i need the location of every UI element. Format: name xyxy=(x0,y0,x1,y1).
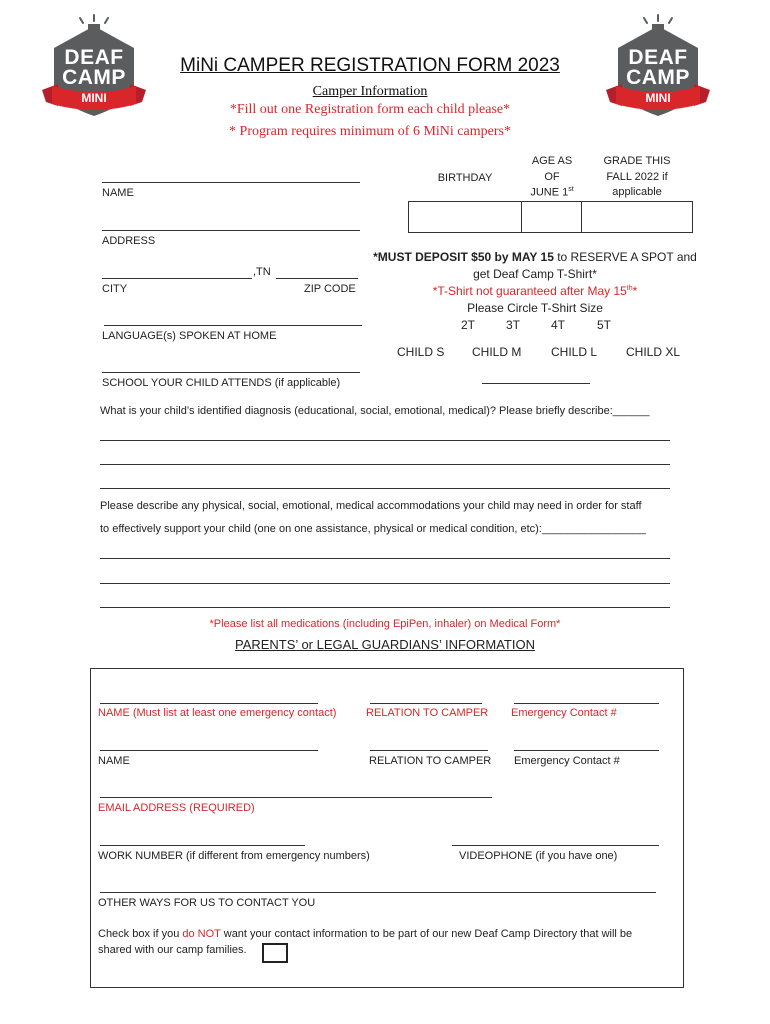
guardian2-name-label: NAME xyxy=(98,755,130,767)
diagnosis-question: What is your child’s identified diagnosis (educational, social, emotional, medical)? Please briefly describe:______ xyxy=(100,405,650,417)
diagnosis-answer-line-3[interactable] xyxy=(100,488,670,489)
accommodations-answer-line-3[interactable] xyxy=(100,607,670,608)
grade-header-line3: applicable xyxy=(612,186,662,198)
guardian2-relation-label: RELATION TO CAMPER xyxy=(369,755,492,767)
city-label: CITY xyxy=(102,283,128,295)
tshirt-size-2t[interactable]: 2T xyxy=(461,318,476,332)
camper-name-label: NAME xyxy=(102,187,134,199)
tshirt-size-child-xl[interactable]: CHILD XL xyxy=(626,345,681,359)
grade-header-line2: FALL 2022 if xyxy=(606,171,668,183)
tshirt-size-4t[interactable]: 4T xyxy=(551,318,566,332)
tshirt-guarantee-suffix: th xyxy=(626,285,633,292)
guardian1-relation-field[interactable] xyxy=(370,703,482,704)
deaf-camp-mini-logo-right xyxy=(602,14,714,124)
logo-word-camp: CAMP xyxy=(626,66,690,89)
guardian2-name-field[interactable] xyxy=(100,750,318,751)
note-one-form-each-child: *Fill out one Registration form each child please* xyxy=(229,102,511,117)
deposit-notice-line2: get Deaf Camp T-Shirt* xyxy=(473,267,597,281)
guardian1-name-label: NAME (Must list at least one emergency contact) xyxy=(98,707,337,719)
tshirt-other-field[interactable] xyxy=(482,383,590,384)
note-minimum-campers: * Program requires minimum of 6 MiNi campers* xyxy=(229,124,511,139)
accommodations-answer-line-2[interactable] xyxy=(100,583,670,584)
tshirt-size-child-l[interactable]: CHILD L xyxy=(551,345,598,359)
directory-optout-text xyxy=(98,928,632,940)
videophone-label: VIDEOPHONE (if you have one) xyxy=(459,850,618,862)
address-label: ADDRESS xyxy=(102,235,156,247)
age-header-line2: OF xyxy=(544,171,560,183)
zip-code-label: ZIP CODE xyxy=(304,283,356,295)
tshirt-guarantee-note xyxy=(370,284,700,298)
optout-text-start: Check box if you xyxy=(98,928,183,940)
accommodations-answer-line-1[interactable] xyxy=(100,558,670,559)
grade-header-line1: GRADE THIS xyxy=(603,155,671,167)
deposit-notice-bold: *MUST DEPOSIT $50 by MAY 15 xyxy=(373,250,554,264)
tshirt-size-5t[interactable]: 5T xyxy=(597,318,612,332)
optout-text-end: want your contact information to be part of our new Deaf Camp Directory that will be xyxy=(220,928,633,940)
accommodations-question-line1: Please describe any physical, social, emotional, medical accommodations your child may need in order for staff xyxy=(100,500,642,512)
guardians-heading: PARENTS’ or LEGAL GUARDIANS’ INFORMATION xyxy=(234,637,535,652)
deaf-camp-mini-logo-left xyxy=(38,14,150,124)
zip-code-field[interactable] xyxy=(276,278,358,279)
address-field[interactable] xyxy=(102,230,360,231)
optout-text-do-not: do NOT xyxy=(182,928,221,940)
guardian1-emergency-field[interactable] xyxy=(514,703,659,704)
videophone-field[interactable] xyxy=(452,845,659,846)
directory-optout-text-line2: shared with our camp families. xyxy=(98,944,247,956)
email-field[interactable] xyxy=(100,797,492,798)
guardian2-emergency-label: Emergency Contact # xyxy=(514,755,620,767)
tshirt-size-child-s[interactable]: CHILD S xyxy=(397,345,445,359)
other-contact-field[interactable] xyxy=(100,892,656,893)
logo-word-deaf: DEAF xyxy=(628,46,688,69)
guardian2-relation-field[interactable] xyxy=(370,750,488,751)
tshirt-guarantee-end: * xyxy=(632,284,638,298)
school-label: SCHOOL YOUR CHILD ATTENDS (if applicable) xyxy=(102,377,341,389)
medications-note: *Please list all medications (including EpiPen, inhaler) on Medical Form* xyxy=(209,618,561,630)
birthday-header: BIRTHDAY xyxy=(437,172,493,184)
work-number-field[interactable] xyxy=(100,845,305,846)
email-label: EMAIL ADDRESS (REQUIRED) xyxy=(98,802,255,814)
page-title: MiNi CAMPER REGISTRATION FORM 2023 xyxy=(180,55,560,76)
diagnosis-answer-line-1[interactable] xyxy=(100,440,670,441)
age-cell[interactable] xyxy=(521,201,582,233)
school-field[interactable] xyxy=(102,372,360,373)
guardian1-emergency-label: Emergency Contact # xyxy=(511,707,617,719)
tshirt-size-instruction: Please Circle T-Shirt Size xyxy=(467,301,603,315)
age-header-line3 xyxy=(522,186,582,199)
birthday-cell[interactable] xyxy=(408,201,522,233)
logo-ribbon-mini: MINI xyxy=(81,91,107,105)
language-field[interactable] xyxy=(104,325,362,326)
logo-ribbon-mini: MINI xyxy=(645,91,671,105)
guardian1-name-field[interactable] xyxy=(100,703,318,704)
directory-optout-checkbox[interactable] xyxy=(262,943,288,963)
tshirt-size-3t[interactable]: 3T xyxy=(506,318,521,332)
grade-cell[interactable] xyxy=(581,201,693,233)
deposit-notice-rest: to RESERVE A SPOT and xyxy=(553,250,697,264)
guardian1-relation-label: RELATION TO CAMPER xyxy=(366,707,489,719)
tshirt-size-child-m[interactable]: CHILD M xyxy=(472,345,522,359)
diagnosis-answer-line-2[interactable] xyxy=(100,464,670,465)
age-june-suffix: st xyxy=(568,186,574,193)
tshirt-guarantee-text: *T-Shirt not guaranteed after May 15 xyxy=(432,284,627,298)
language-label: LANGUAGE(s) SPOKEN AT HOME xyxy=(102,330,277,342)
logo-word-deaf: DEAF xyxy=(64,46,124,69)
deposit-notice-line1 xyxy=(370,250,700,264)
state-tn-text: ,TN xyxy=(253,266,271,278)
accommodations-question-line2: to effectively support your child (one on one assistance, physical or medical condition, etc):_________________ xyxy=(100,523,646,535)
camper-name-field[interactable] xyxy=(102,182,360,183)
work-number-label: WORK NUMBER (if different from emergency numbers) xyxy=(98,850,370,862)
guardian2-emergency-field[interactable] xyxy=(514,750,659,751)
subtitle-camper-information: Camper Information xyxy=(312,84,428,99)
city-field[interactable] xyxy=(102,278,252,279)
other-contact-label: OTHER WAYS FOR US TO CONTACT YOU xyxy=(98,897,316,909)
age-june-text: JUNE 1 xyxy=(530,186,569,199)
age-header-line1: AGE AS xyxy=(531,155,573,167)
logo-word-camp: CAMP xyxy=(62,66,126,89)
